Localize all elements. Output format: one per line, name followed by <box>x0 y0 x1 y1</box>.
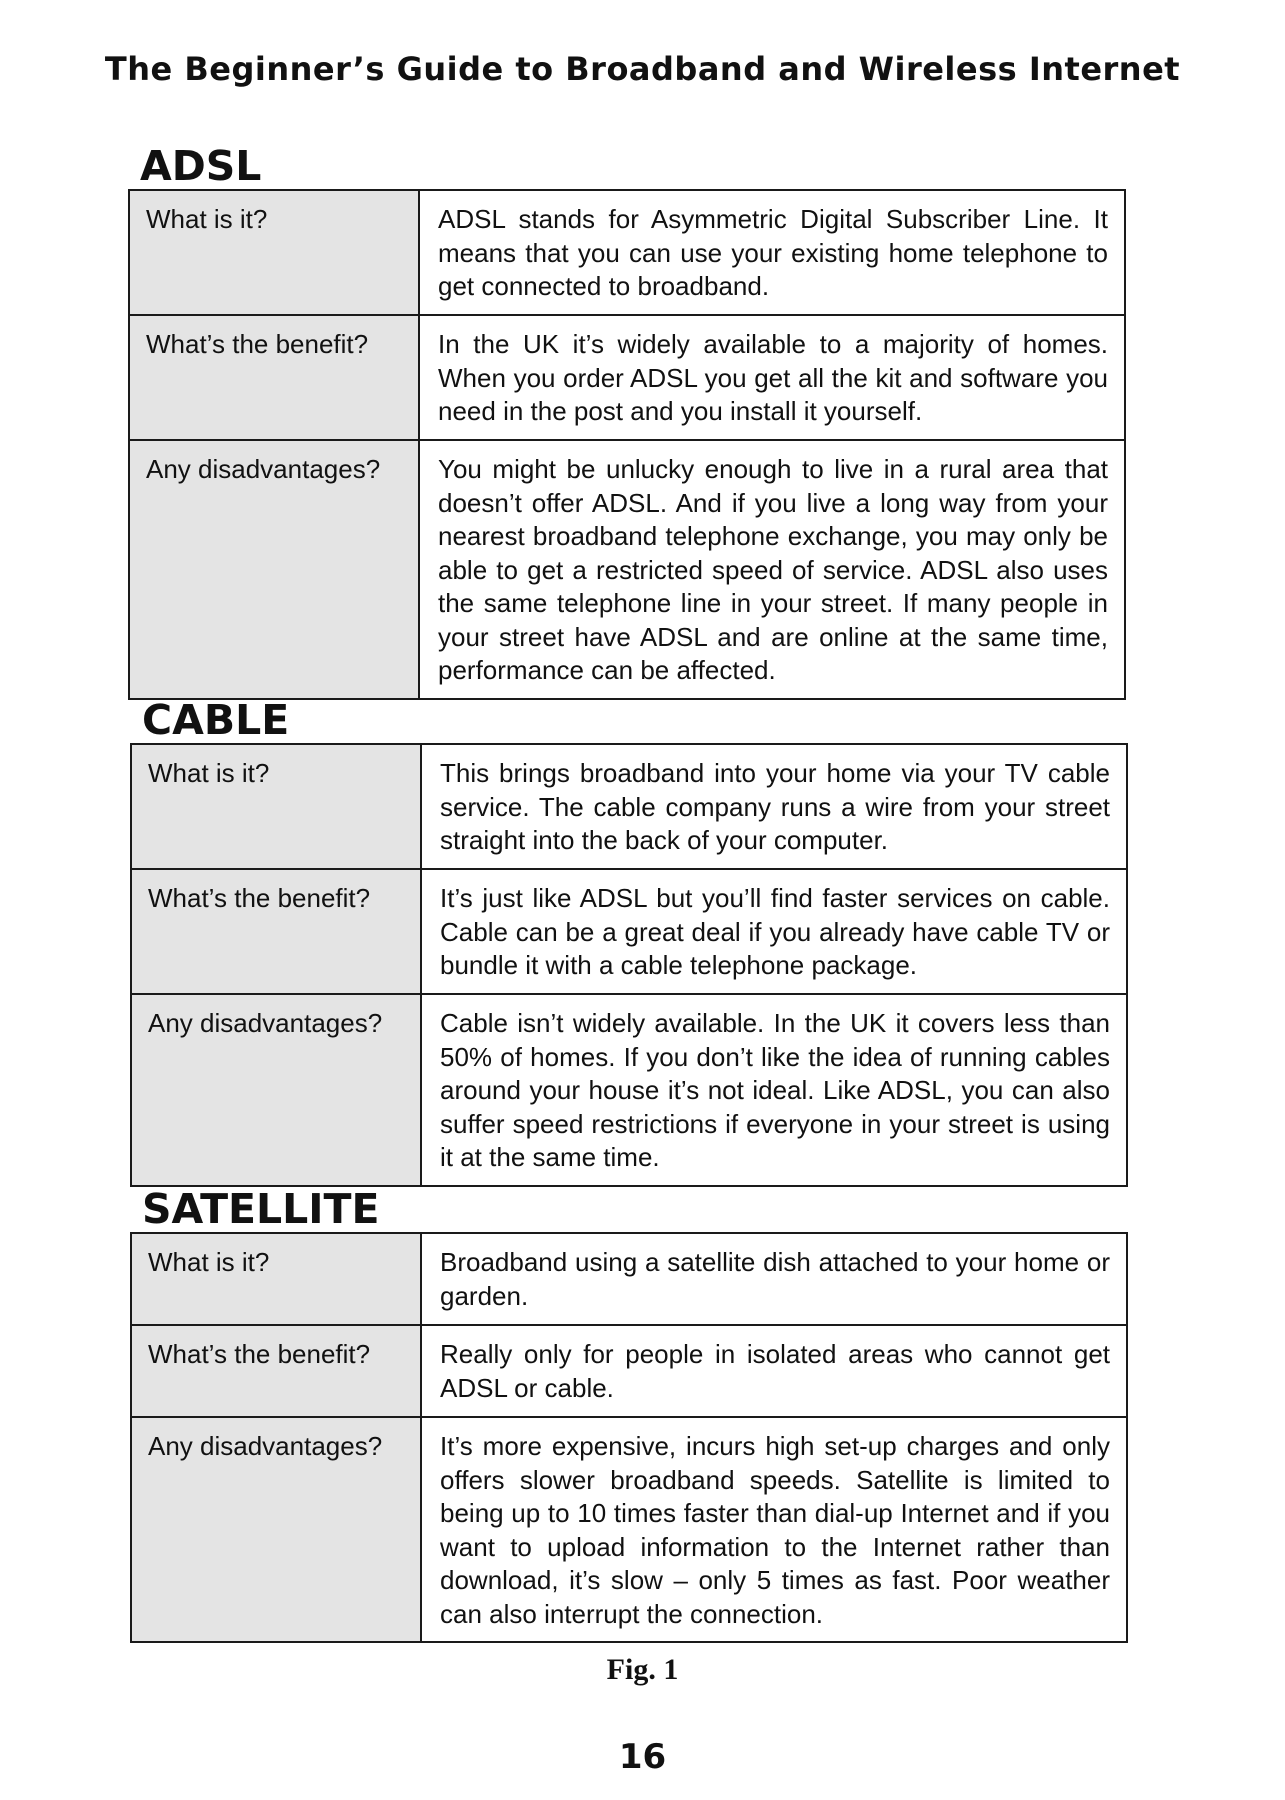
page-title: The Beginner’s Guide to Broadband and Wireless Internet <box>104 50 1181 88</box>
table-row <box>131 869 1127 994</box>
info-table <box>130 743 1128 1187</box>
section-heading: SATELLITE <box>142 1185 380 1233</box>
table-row <box>131 1233 1127 1325</box>
table-row <box>131 744 1127 869</box>
question-cell: Any disadvantages? <box>131 994 421 1186</box>
question-cell: Any disadvantages? <box>131 1417 421 1642</box>
figure-caption: Fig. 1 <box>606 1653 679 1686</box>
question-cell: What’s the benefit? <box>131 1325 421 1417</box>
answer-cell: In the UK it’s widely available to a majority of homes. When you order ADSL you get all the kit and software you need in the post and you install it yourself. <box>419 315 1125 440</box>
table-row <box>131 994 1127 1186</box>
section-adsl <box>128 143 1126 700</box>
answer-cell: Really only for people in isolated areas who cannot get ADSL or cable. <box>421 1325 1127 1417</box>
table-row <box>131 1417 1127 1642</box>
info-table <box>130 1232 1128 1643</box>
question-cell: Any disadvantages? <box>129 440 419 699</box>
question-cell: What is it? <box>129 190 419 315</box>
section-heading: CABLE <box>142 696 290 744</box>
info-table <box>128 189 1126 700</box>
question-cell: What is it? <box>131 1233 421 1325</box>
section-heading: ADSL <box>140 142 262 190</box>
table-row <box>131 1325 1127 1417</box>
answer-cell: Broadband using a satellite dish attached to your home or garden. <box>421 1233 1127 1325</box>
question-cell: What’s the benefit? <box>131 869 421 994</box>
section-cable <box>130 697 1128 1187</box>
page-number: 16 <box>618 1737 667 1777</box>
question-cell: What is it? <box>131 744 421 869</box>
question-cell: What’s the benefit? <box>129 315 419 440</box>
table-row <box>129 440 1125 699</box>
answer-cell: It’s just like ADSL but you’ll find faster services on cable. Cable can be a great deal if you already have cable TV or bundle it with a cable telephone package. <box>421 869 1127 994</box>
section-satellite <box>130 1186 1128 1643</box>
answer-cell: It’s more expensive, incurs high set-up charges and only offers slower broadband speeds. Satellite is limited to being up to 10 times faster than dial-up Internet and if you want to upload information to the Internet rather than download, it’s slow – only 5 times as fast. Poor weather can also interrupt the connection. <box>421 1417 1127 1642</box>
answer-cell: You might be unlucky enough to live in a rural area that doesn’t offer ADSL. And if you live a long way from your nearest broadband telephone exchange, you may only be able to get a restricted speed of service. ADSL also uses the same telephone line in your street. If many people in your street have ADSL and are online at the same time, performance can be affected. <box>419 440 1125 699</box>
table-row <box>129 190 1125 315</box>
answer-cell: ADSL stands for Asymmetric Digital Subscriber Line. It means that you can use your existing home telephone to get connected to broadband. <box>419 190 1125 315</box>
answer-cell: Cable isn’t widely available. In the UK it covers less than 50% of homes. If you don’t like the idea of running cables around your house it’s not ideal. Like ADSL, you can also suffer speed restrictions if everyone in your street is using it at the same time. <box>421 994 1127 1186</box>
answer-cell: This brings broadband into your home via your TV cable service. The cable company runs a wire from your street straight into the back of your computer. <box>421 744 1127 869</box>
table-row <box>129 315 1125 440</box>
